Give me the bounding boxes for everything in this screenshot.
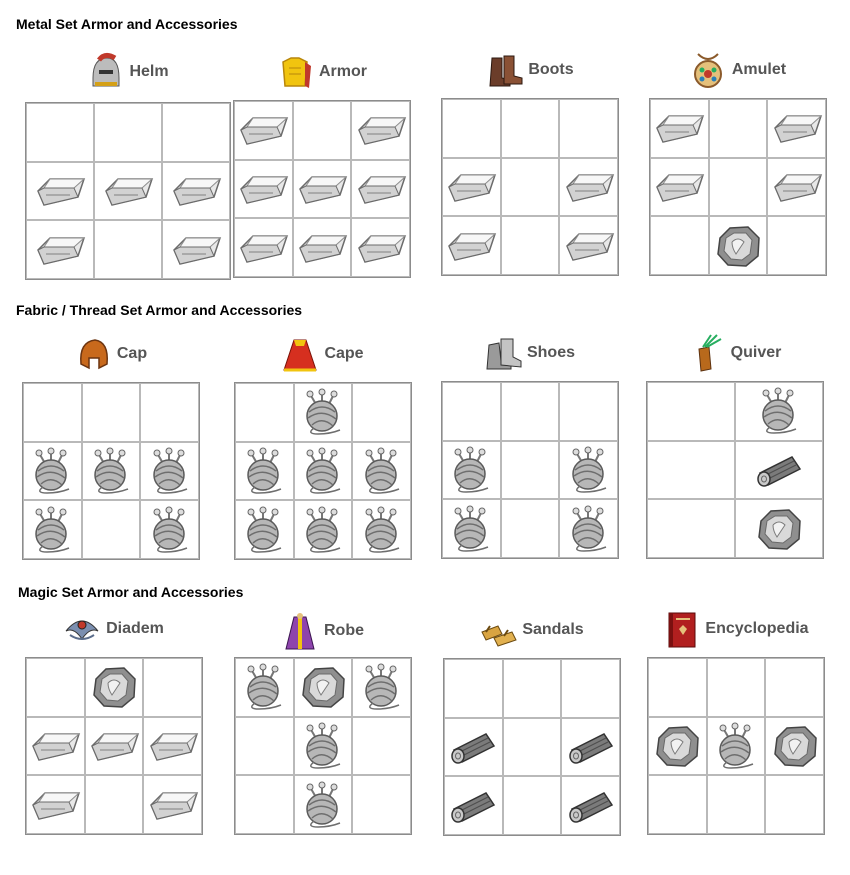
item-header [233, 50, 409, 94]
ingot-icon [296, 171, 348, 207]
grid-slot-empty[interactable] [559, 99, 618, 158]
grid-slot-yarn[interactable] [294, 442, 353, 501]
grid-slot-empty[interactable] [648, 658, 707, 717]
grid-slot-ingot[interactable] [559, 158, 618, 217]
grid-slot-ingot[interactable] [85, 717, 144, 776]
stone-icon [714, 224, 762, 268]
crafting-grid [233, 100, 411, 278]
section-title: Metal Set Armor and Accessories [16, 16, 238, 32]
item-header [441, 331, 617, 375]
ingot-icon [445, 169, 497, 205]
item-name: Shoes [526, 344, 575, 361]
grid-slot-empty[interactable] [162, 103, 230, 162]
crafting-grid [234, 657, 412, 835]
grid-slot-empty[interactable] [709, 158, 768, 217]
crafting-grid [234, 382, 412, 560]
grid-slot-empty[interactable] [444, 659, 503, 718]
grid-slot-empty[interactable] [442, 382, 501, 441]
grid-slot-empty[interactable] [501, 216, 560, 275]
yarn-icon [241, 506, 287, 554]
grid-slot-empty[interactable] [352, 775, 411, 834]
crafting-grid [25, 102, 231, 280]
item-header [649, 48, 825, 92]
grid-slot-ingot[interactable] [293, 218, 352, 277]
grid-slot-yarn[interactable] [294, 500, 353, 559]
grid-slot-empty[interactable] [26, 658, 85, 717]
grid-slot-log[interactable] [735, 441, 823, 500]
grid-slot-ingot[interactable] [351, 218, 410, 277]
robe-icon [280, 611, 320, 651]
item-name: Amulet [731, 61, 787, 78]
item-name: Diadem [106, 620, 164, 637]
grid-slot-empty[interactable] [501, 158, 560, 217]
grid-slot-yarn[interactable] [294, 775, 353, 834]
grid-slot-yarn[interactable] [23, 442, 82, 501]
grid-slot-ingot[interactable] [26, 775, 85, 834]
crafting-grid [441, 98, 619, 276]
yarn-icon [359, 663, 405, 711]
grid-slot-empty[interactable] [765, 658, 824, 717]
grid-slot-empty[interactable] [26, 103, 94, 162]
grid-slot-yarn[interactable] [294, 383, 353, 442]
yarn-icon [713, 722, 759, 770]
ingot-icon [445, 228, 497, 264]
crafting-grid [647, 657, 825, 835]
grid-slot-log[interactable] [444, 776, 503, 835]
grid-slot-empty[interactable] [501, 441, 560, 500]
ingot-icon [237, 112, 289, 148]
grid-slot-empty[interactable] [293, 101, 352, 160]
yarn-icon [147, 506, 193, 554]
item-name: Helm [129, 63, 169, 80]
item-name: Cape [324, 345, 364, 362]
grid-slot-yarn[interactable] [23, 500, 82, 559]
grid-slot-ingot[interactable] [143, 775, 202, 834]
crafting-grid [22, 382, 200, 560]
grid-slot-yarn[interactable] [559, 499, 618, 558]
grid-slot-empty[interactable] [707, 658, 766, 717]
grid-slot-empty[interactable] [82, 383, 141, 442]
grid-slot-log[interactable] [444, 718, 503, 777]
grid-slot-empty[interactable] [650, 216, 709, 275]
grid-slot-empty[interactable] [23, 383, 82, 442]
ingot-icon [653, 110, 705, 146]
boots-icon [484, 50, 524, 90]
item-header [441, 48, 617, 92]
grid-slot-log[interactable] [561, 776, 620, 835]
grid-slot-log[interactable] [561, 718, 620, 777]
ingot-icon [102, 173, 154, 209]
ingot-icon [237, 171, 289, 207]
grid-slot-stone[interactable] [709, 216, 768, 275]
log-icon [446, 789, 500, 823]
grid-slot-empty[interactable] [140, 383, 199, 442]
grid-slot-ingot[interactable] [162, 220, 230, 279]
yarn-icon [241, 663, 287, 711]
grid-slot-ingot[interactable] [26, 220, 94, 279]
grid-slot-empty[interactable] [648, 775, 707, 834]
item-header [646, 331, 822, 375]
crafting-grid [25, 657, 203, 835]
ingot-icon [653, 169, 705, 205]
grid-slot-yarn[interactable] [235, 658, 294, 717]
grid-slot-ingot[interactable] [143, 717, 202, 776]
diadem-icon [62, 609, 102, 649]
grid-slot-empty[interactable] [561, 659, 620, 718]
grid-slot-empty[interactable] [143, 658, 202, 717]
grid-slot-ingot[interactable] [650, 99, 709, 158]
item-header [22, 332, 198, 376]
grid-slot-ingot[interactable] [767, 99, 826, 158]
yarn-icon [241, 447, 287, 495]
grid-slot-ingot[interactable] [94, 162, 162, 221]
grid-slot-stone[interactable] [294, 658, 353, 717]
grid-slot-ingot[interactable] [234, 218, 293, 277]
grid-slot-empty[interactable] [82, 500, 141, 559]
ingot-icon [771, 110, 823, 146]
grid-slot-empty[interactable] [94, 220, 162, 279]
ingot-icon [355, 230, 407, 266]
yarn-icon [300, 506, 346, 554]
grid-slot-stone[interactable] [765, 717, 824, 776]
item-name: Robe [324, 622, 364, 639]
grid-slot-empty[interactable] [501, 99, 560, 158]
grid-slot-ingot[interactable] [351, 101, 410, 160]
helm-icon [85, 52, 125, 92]
crafting-grid [443, 658, 621, 836]
yarn-icon [359, 506, 405, 554]
armor-icon [275, 52, 315, 92]
item-name: Armor [318, 63, 367, 80]
yarn-icon [300, 447, 346, 495]
cape-icon [280, 334, 320, 374]
ingot-icon [355, 112, 407, 148]
item-name: Quiver [730, 344, 782, 361]
ingot-icon [88, 728, 140, 764]
stone-icon [299, 665, 347, 709]
grid-slot-yarn[interactable] [442, 499, 501, 558]
yarn-icon [448, 446, 494, 494]
amulet-icon [688, 50, 728, 90]
item-name: Encyclopedia [705, 620, 809, 637]
grid-slot-stone[interactable] [735, 499, 823, 558]
grid-slot-empty[interactable] [647, 382, 735, 441]
grid-slot-yarn[interactable] [352, 442, 411, 501]
log-icon [446, 730, 500, 764]
ingot-icon [29, 787, 81, 823]
grid-slot-ingot[interactable] [351, 160, 410, 219]
grid-slot-empty[interactable] [94, 103, 162, 162]
ingot-icon [355, 171, 407, 207]
ingot-icon [170, 173, 222, 209]
yarn-icon [448, 505, 494, 553]
encyclopedia-icon [661, 609, 701, 649]
ingot-icon [170, 232, 222, 268]
grid-slot-ingot[interactable] [767, 158, 826, 217]
grid-slot-ingot[interactable] [650, 158, 709, 217]
log-icon [564, 730, 618, 764]
grid-slot-empty[interactable] [235, 383, 294, 442]
grid-slot-empty[interactable] [501, 382, 560, 441]
grid-slot-empty[interactable] [235, 775, 294, 834]
grid-slot-empty[interactable] [765, 775, 824, 834]
ingot-icon [563, 169, 615, 205]
yarn-icon [29, 506, 75, 554]
ingot-icon [147, 728, 199, 764]
grid-slot-yarn[interactable] [707, 717, 766, 776]
grid-slot-empty[interactable] [559, 382, 618, 441]
grid-slot-empty[interactable] [235, 717, 294, 776]
shoes-icon [483, 333, 523, 373]
stone-icon [653, 724, 701, 768]
grid-slot-empty[interactable] [647, 499, 735, 558]
stone-icon [90, 665, 138, 709]
yarn-icon [147, 447, 193, 495]
grid-slot-empty[interactable] [352, 383, 411, 442]
grid-slot-yarn[interactable] [442, 441, 501, 500]
grid-slot-empty[interactable] [503, 776, 562, 835]
grid-slot-empty[interactable] [503, 659, 562, 718]
log-icon [752, 453, 806, 487]
yarn-icon [88, 447, 134, 495]
stone-icon [771, 724, 819, 768]
grid-slot-stone[interactable] [648, 717, 707, 776]
yarn-icon [300, 388, 346, 436]
grid-slot-empty[interactable] [707, 775, 766, 834]
grid-slot-yarn[interactable] [352, 658, 411, 717]
grid-slot-empty[interactable] [352, 717, 411, 776]
item-header [234, 332, 410, 376]
sandals-icon [478, 610, 518, 650]
ingot-icon [34, 173, 86, 209]
grid-slot-ingot[interactable] [162, 162, 230, 221]
ingot-icon [34, 232, 86, 268]
cap-icon [73, 334, 113, 374]
grid-slot-ingot[interactable] [293, 160, 352, 219]
item-header [443, 608, 619, 652]
yarn-icon [756, 387, 802, 435]
grid-slot-yarn[interactable] [559, 441, 618, 500]
yarn-icon [566, 505, 612, 553]
ingot-icon [296, 230, 348, 266]
ingot-icon [237, 230, 289, 266]
grid-slot-stone[interactable] [85, 658, 144, 717]
stone-icon [755, 507, 803, 551]
item-header [647, 607, 823, 651]
grid-slot-yarn[interactable] [140, 500, 199, 559]
item-name: Boots [528, 61, 574, 78]
crafting-grid [646, 381, 824, 559]
section-title: Fabric / Thread Set Armor and Accessories [16, 302, 303, 318]
grid-slot-yarn[interactable] [82, 442, 141, 501]
grid-slot-empty[interactable] [442, 99, 501, 158]
grid-slot-ingot[interactable] [26, 162, 94, 221]
grid-slot-yarn[interactable] [140, 442, 199, 501]
grid-slot-empty[interactable] [709, 99, 768, 158]
grid-slot-ingot[interactable] [234, 160, 293, 219]
grid-slot-ingot[interactable] [559, 216, 618, 275]
grid-slot-ingot[interactable] [234, 101, 293, 160]
ingot-icon [147, 787, 199, 823]
grid-slot-yarn[interactable] [352, 500, 411, 559]
yarn-icon [29, 447, 75, 495]
item-header [25, 50, 229, 94]
grid-slot-ingot[interactable] [442, 158, 501, 217]
section-title: Magic Set Armor and Accessories [18, 584, 244, 600]
item-name: Cap [116, 345, 148, 362]
grid-slot-empty[interactable] [647, 441, 735, 500]
yarn-icon [359, 447, 405, 495]
item-name: Sandals [522, 621, 584, 638]
crafting-grid [441, 381, 619, 559]
item-header [234, 609, 410, 653]
crafting-grid [649, 98, 827, 276]
yarn-icon [566, 446, 612, 494]
grid-slot-yarn[interactable] [735, 382, 823, 441]
yarn-icon [300, 722, 346, 770]
grid-slot-empty[interactable] [503, 718, 562, 777]
ingot-icon [563, 228, 615, 264]
grid-slot-yarn[interactable] [235, 500, 294, 559]
grid-slot-ingot[interactable] [26, 717, 85, 776]
ingot-icon [771, 169, 823, 205]
grid-slot-empty[interactable] [85, 775, 144, 834]
grid-slot-yarn[interactable] [294, 717, 353, 776]
log-icon [564, 789, 618, 823]
ingot-icon [29, 728, 81, 764]
yarn-icon [300, 781, 346, 829]
item-header [25, 607, 201, 651]
quiver-icon [687, 333, 727, 373]
grid-slot-empty[interactable] [501, 499, 560, 558]
grid-slot-ingot[interactable] [442, 216, 501, 275]
grid-slot-empty[interactable] [767, 216, 826, 275]
grid-slot-yarn[interactable] [235, 442, 294, 501]
